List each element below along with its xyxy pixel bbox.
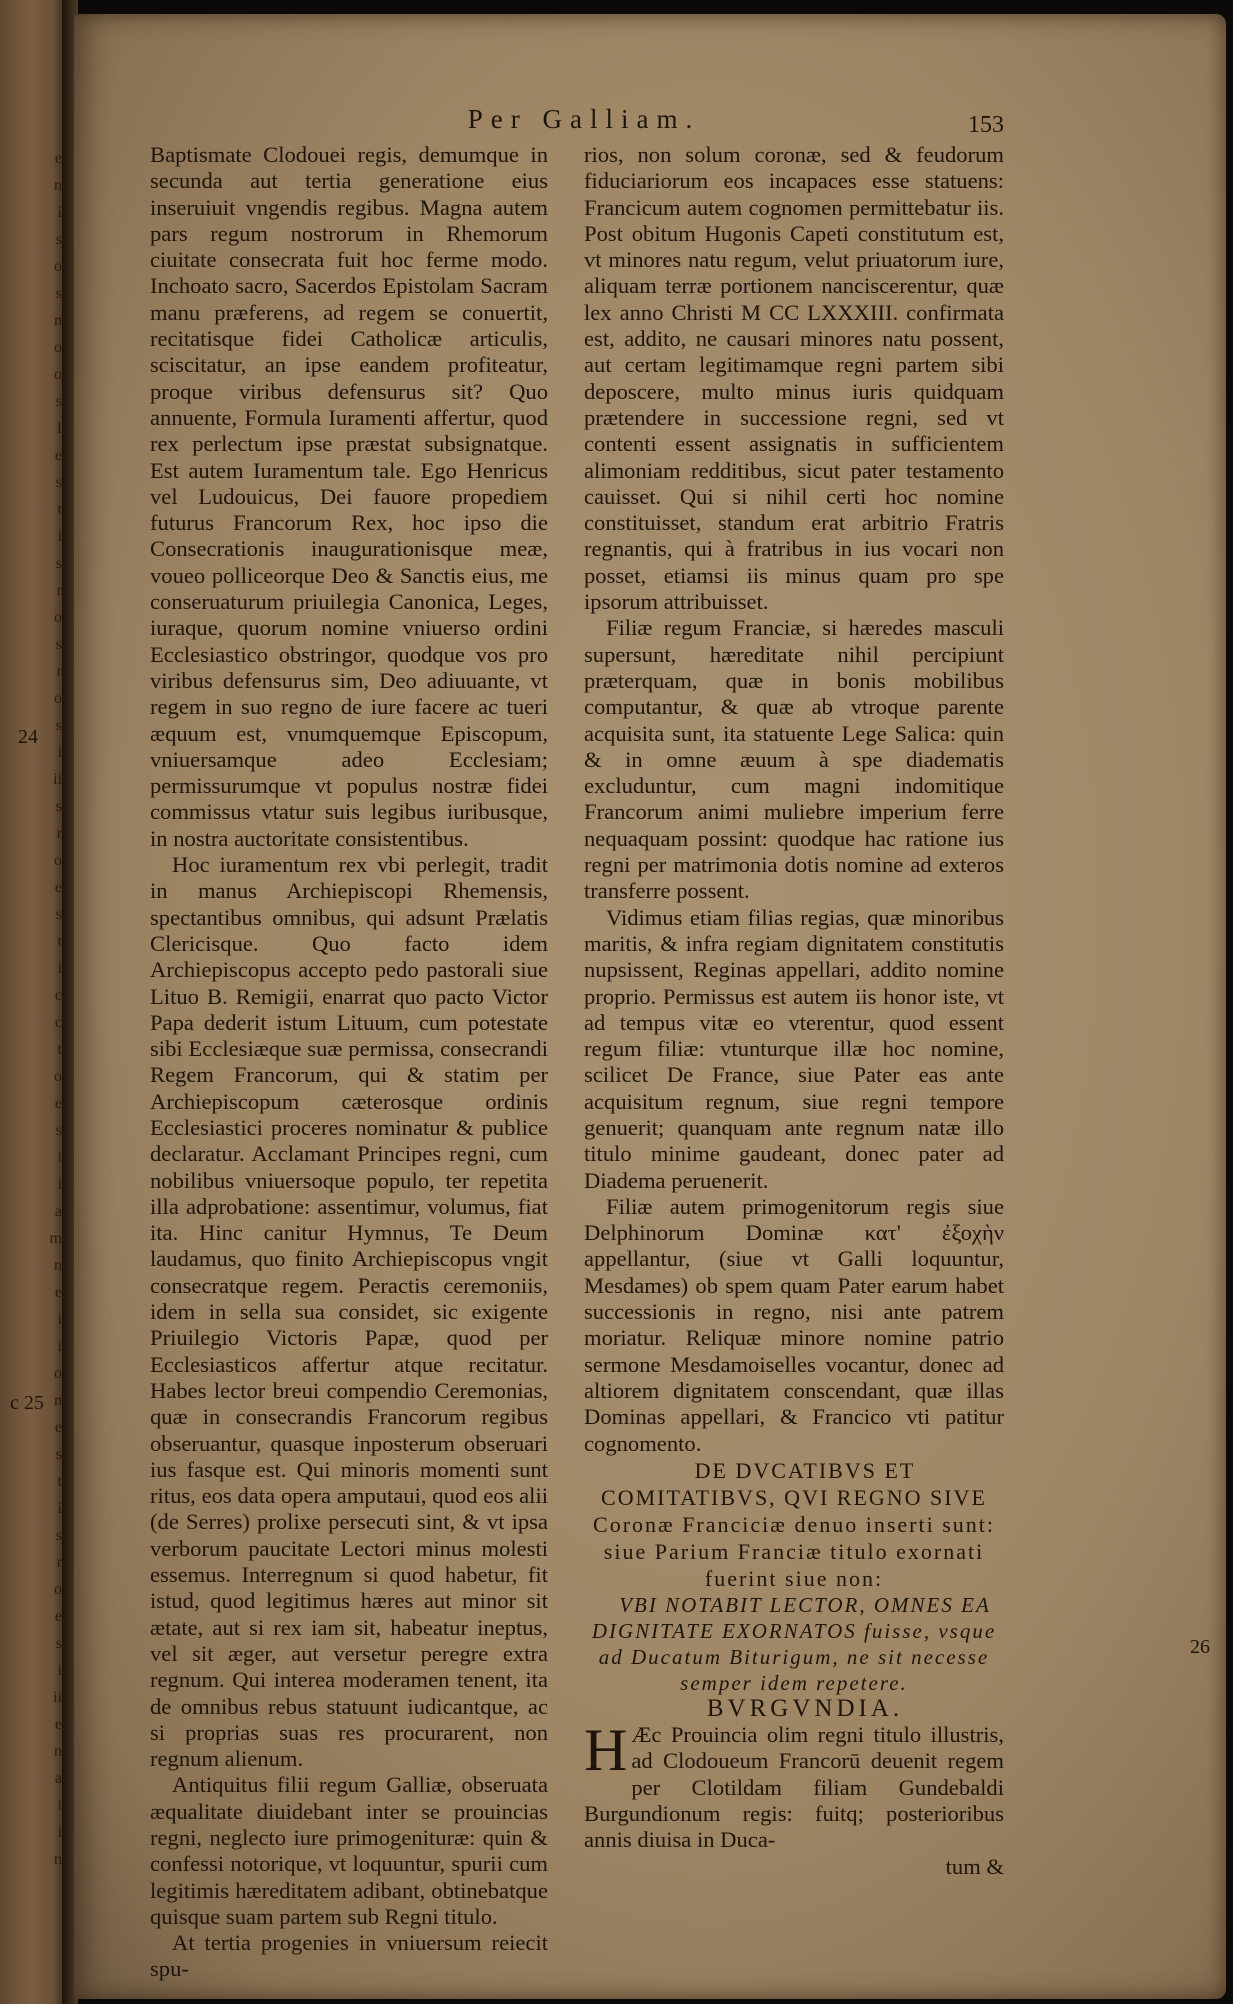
previous-page-fragment: s: [55, 285, 62, 302]
previous-page-fragment: s: [55, 1446, 62, 1463]
previous-page-fragment: i: [57, 1500, 62, 1517]
previous-page-fragment: o: [54, 339, 62, 356]
previous-page-fragment: s: [55, 393, 62, 410]
previous-page-fragment: a: [54, 1770, 62, 1787]
left-paragraph-2: Hoc iuramentum rex vbi perlegit, tradit in manus Archiepiscopi Rhemensis, spectantibus omnibus, qui adsunt Prælatis Clericisque. Quo facto idem Archiepiscopus accepto pedo pastorali siue Lituo B. Remigii, enarrat quo pacto Victor Papa dederit istum Lituum, cum potestate sibi Ecclesiæque suæ permissa, consecrandi Regem Francorum, qui & statim per Archiepiscopum cæterosque ordinis Ecclesiastici proceres nominatur & publice declaratur. Acclamant Principes regni, cum nobilibus vniuersoque populo, ter repetita illa adprobatione: assentimur, volumus, fiat ita. Hinc canitur Hymnus, Te Deum laudamus, quo finito Archiepiscopus vngit consecratque regem. Peractis ceremoniis, idem in sella sua considet, sic exigente Priuilegio Victoris Papæ, quod per Ecclesiasticos affertur atque recitatur. Habes lector breui compendio Ceremonias, quæ in consecrandis Francorum regibus obseruantur, quasque inposterum obseruari ius fasque est. Qui minoris momenti sunt ritus, eos data opera amputaui, quod eos alii (de Serres) prolixe persecuti sint, & vt ipsa verborum paucitate Lectori minus molesti essemus. Interregnum si quod habetur, fit istud, quod legitimus hæres aut minor sit ætate, aut si rex iam sit, habeatur ineptus, vel sit æger, aut versetur peregre extra regnum. Qui interea moderamen tenent, ita de omnibus rebus statuunt iudicantque, ac si proprias suas res procurarent, non regnum alienum.: [150, 852, 548, 1772]
page-number: 153: [968, 112, 1004, 138]
section-title-burgundia: BVRGVNDIA.: [706, 1694, 904, 1722]
section-heading-caps: DE DVCATIBVS ET COMITATIBVS, QVI REGNO SIVE Coronæ Franciciæ denuo inserti sunt: siue Parium Franciæ titulo exornati fuerint siue non:: [593, 1457, 995, 1591]
previous-page-fragment: o: [54, 690, 62, 707]
previous-page-fragment: i: [57, 1311, 62, 1328]
right-paragraph-3: Vidimus etiam filias regias, quæ minoribus maritis, & infra regiam dignitatem constitutis nupsissent, Reginas appellari, addito nomine proprio. Permissus est autem iis honor iste, vt ad tempus vitæ eo vterentur, quod essent regum filiæ: vtunturque illæ hoc nomine, scilicet De France, siue Pater eas ante acquisitum regnum, siue regni tempore genuerit; quanquam ante regnum natæ illo titulo minime gaudeant, donec pater ad Diadema peruenerit.: [584, 904, 1004, 1193]
previous-page-fragment: t: [57, 1041, 62, 1058]
previous-page-fragment: a: [54, 1203, 62, 1220]
previous-page-fragment: i: [57, 960, 62, 977]
previous-page-fragment: e: [54, 1284, 62, 1301]
previous-page-fragment: s: [55, 798, 62, 815]
previous-page-fragment: ii: [53, 771, 62, 788]
previous-page-fragment: s: [55, 231, 62, 248]
previous-page-fragment: s: [55, 717, 62, 734]
previous-page-fragment: n: [54, 1392, 62, 1409]
catchword: tum &: [945, 1853, 1004, 1879]
previous-page-fragment: o: [54, 1068, 62, 1085]
previous-page-fragment: o: [54, 852, 62, 869]
previous-page-fragment: r: [56, 582, 62, 599]
previous-page-fragment: s: [55, 555, 62, 572]
left-column: [150, 142, 548, 1983]
previous-page-fragment: i: [57, 1338, 62, 1355]
previous-page-fragment: s: [55, 1635, 62, 1652]
left-paragraph-4: At tertia progenies in vniuersum reiecit spu-: [150, 1930, 548, 1982]
previous-page-fragment: i: [57, 1797, 62, 1814]
previous-page-fragment: o: [54, 1581, 62, 1598]
margin-note-25: c 25: [10, 1392, 44, 1414]
previous-page-fragment: s: [55, 474, 62, 491]
previous-page-fragment: t: [57, 1473, 62, 1490]
previous-page-fragment: i: [57, 1176, 62, 1193]
previous-page-fragment: e: [54, 1716, 62, 1733]
right-paragraph-2: Filiæ regum Franciæ, si hæredes masculi supersunt, hæreditate nihil percipiunt præterquam, quæ in bonis mobilibus computantur, & quæ ab vtroque parente acquisita sunt, ita statuente Lege Salica: quin & in omne æuum à spe diadematis excluduntur, cum magni indomitique Francorum animi muliebre imperium ferre nequaquam possint: quodque hac ratione ius regni per matrimonia dotis nomine ad exteros transferre possent.: [584, 615, 1004, 904]
previous-page-fragment: r: [56, 663, 62, 680]
previous-page-margin-fragments: [6, 0, 62, 2004]
previous-page-fragment: s: [55, 1527, 62, 1544]
drop-cap: H: [584, 1717, 628, 1784]
previous-page-fragment: n: [54, 1743, 62, 1760]
previous-page-fragment: o: [54, 258, 62, 275]
previous-page-fragment: c: [54, 987, 62, 1004]
previous-page-fragment: i: [57, 528, 62, 545]
previous-page-fragment: i: [57, 1824, 62, 1841]
previous-page-fragment: e: [54, 879, 62, 896]
left-paragraph-1: Baptismate Clodouei regis, demumque in secunda aut tertia generatione eius inseruiuit vngendis regibus. Magna autem pars regum nostrorum in Rhemorum ciuitate consecrata fuit hoc ferme modo. Inchoato sacro, Sacerdos Epistolam Sacram manu præferens, ad regem se conuertit, recitatisque fidei Catholicæ articulis, sciscitatur, an ipse eandem profiteatur, proque viribus defensurus sit? Quo annuente, Formula Iuramenti affertur, quod rex perlectum ipse præstat subsignatque. Est autem Iuramentum tale. Ego Henricus vel Ludouicus, Dei fauore propediem futurus Francorum Rex, hoc ipso die Consecrationis inaugurationisque meæ, voueo polliceorque Deo & Sanctis eius, me conseruaturum priuilegia Canonica, Leges, iuraque, quorum nomine vniuerso ordini Ecclesiastico obstringor, quodque vos pro viribus defensurus sim, Deo adiuuante, vt regem in suo regno de iure facere ac tueri æquum est, vnumquemque Episcopum, vniuersamque adeo Ecclesiam; permissurumque vt populus nostræ fidei commissus vtatur suis legibus iuribusque, in nostra auctoritate consistentibus.: [150, 142, 548, 851]
previous-page-fragment: i: [57, 744, 62, 761]
previous-page-fragment: e: [54, 1608, 62, 1625]
margin-note-26: 26: [1190, 1636, 1210, 1658]
previous-page-fragment: e: [54, 1095, 62, 1112]
previous-page-fragment: t: [57, 501, 62, 518]
previous-page-fragment: i: [57, 1149, 62, 1166]
previous-page-fragment: n: [54, 312, 62, 329]
margin-note-24: 24: [18, 726, 38, 748]
previous-page-fragment: e: [54, 447, 62, 464]
previous-page-fragment: r: [56, 825, 62, 842]
previous-page-fragment: e: [54, 1419, 62, 1436]
previous-page-fragment: n: [54, 1257, 62, 1274]
previous-page-fragment: i: [57, 1662, 62, 1679]
burgundia-text: Æc Prouincia olim regni titulo illustris, ad Clodoueum Francorū deuenit regem per Clotildam filiam Gundebaldi Burgundionum regis: fuitq; posterioribus annis diuisa in Duca-: [584, 1722, 1004, 1853]
previous-page-fragment: s: [55, 636, 62, 653]
previous-page-fragment: m: [49, 1230, 62, 1247]
previous-page-fragment: e: [54, 150, 62, 167]
right-column: [584, 142, 1004, 1880]
previous-page-fragment: o: [54, 366, 62, 383]
previous-page-fragment: s: [55, 1122, 62, 1139]
previous-page-fragment: n: [54, 177, 62, 194]
previous-page-fragment: c: [54, 1014, 62, 1031]
previous-page-fragment: n: [54, 1851, 62, 1868]
previous-page-fragment: o: [54, 609, 62, 626]
running-head: Per Galliam.: [467, 104, 701, 134]
right-paragraph-1: rios, non solum coronæ, sed & feudorum fiduciariorum eos incapaces esse statuens: Francicum autem cognomen permittebatur iis. Post obitum Hugonis Capeti constitutum est, vt minores natu regum, velut priuatorum iure, aliquam terræ portionem nanciscerentur, quæ lex anno Christi M CC LXXXIII. confirmata est, addito, ne causari minores natu possent, aut certam legitimamque regni partem sibi deposcere, multo minus iuris quidquam prætendere in successione regni, sed vt contenti essent assignatis in sufficientem alimoniam redditibus, sicut pater testamento cauisset. Qui si nihil certi hoc nomine constituisset, standum erat arbitrio Fratris regnantis, qui à fratribus in ius vocari non posset, etiamsi iis minus quam pro spe ipsorum attribuisset.: [584, 142, 1004, 615]
left-paragraph-3: Antiquitus filii regum Galliæ, obseruata æqualitate diuidebant inter se prouincias regni, neglecto iure primogenituræ: quin & confessi notorique, vt loquuntur, spurii cum legitimis hæreditatem adibant, obtinebatque quisque suam partem sub Regni titulo.: [150, 1772, 548, 1929]
previous-page-fragment: r: [56, 1554, 62, 1571]
previous-page-fragment: t: [57, 933, 62, 950]
previous-page-fragment: o: [54, 1365, 62, 1382]
right-paragraph-4: Filiæ autem primogenitorum regis siue Delphinorum Dominæ κατ' ἐξοχὴν appellantur, (siue vt Galli loquuntur, Mesdames) ob spem quam Pater earum habet successionis in regno, nisi ante patrem moriatur. Reliquæ minore nomine patrio sermone Mesdamoiselles vocantur, donec ad altiorem dignitatem conscendant, quæ illas Dominas appellari, & Francico vti patitur cognomento.: [584, 1193, 1004, 1456]
previous-page-fragment: I: [56, 420, 62, 437]
previous-page-fragment: i: [57, 204, 62, 221]
section-heading-italic: VBI NOTABIT LECTOR, OMNES EA DIGNITATE EXORNATOS fuisse, vsque ad Ducatum Biturigum, ne sit necesse semper idem repetere.: [591, 1592, 997, 1695]
burgundia-paragraph: [584, 1717, 1004, 1853]
previous-page-edge: [0, 0, 66, 2004]
previous-page-fragment: ii: [53, 1689, 62, 1706]
previous-page-fragment: s: [55, 906, 62, 923]
